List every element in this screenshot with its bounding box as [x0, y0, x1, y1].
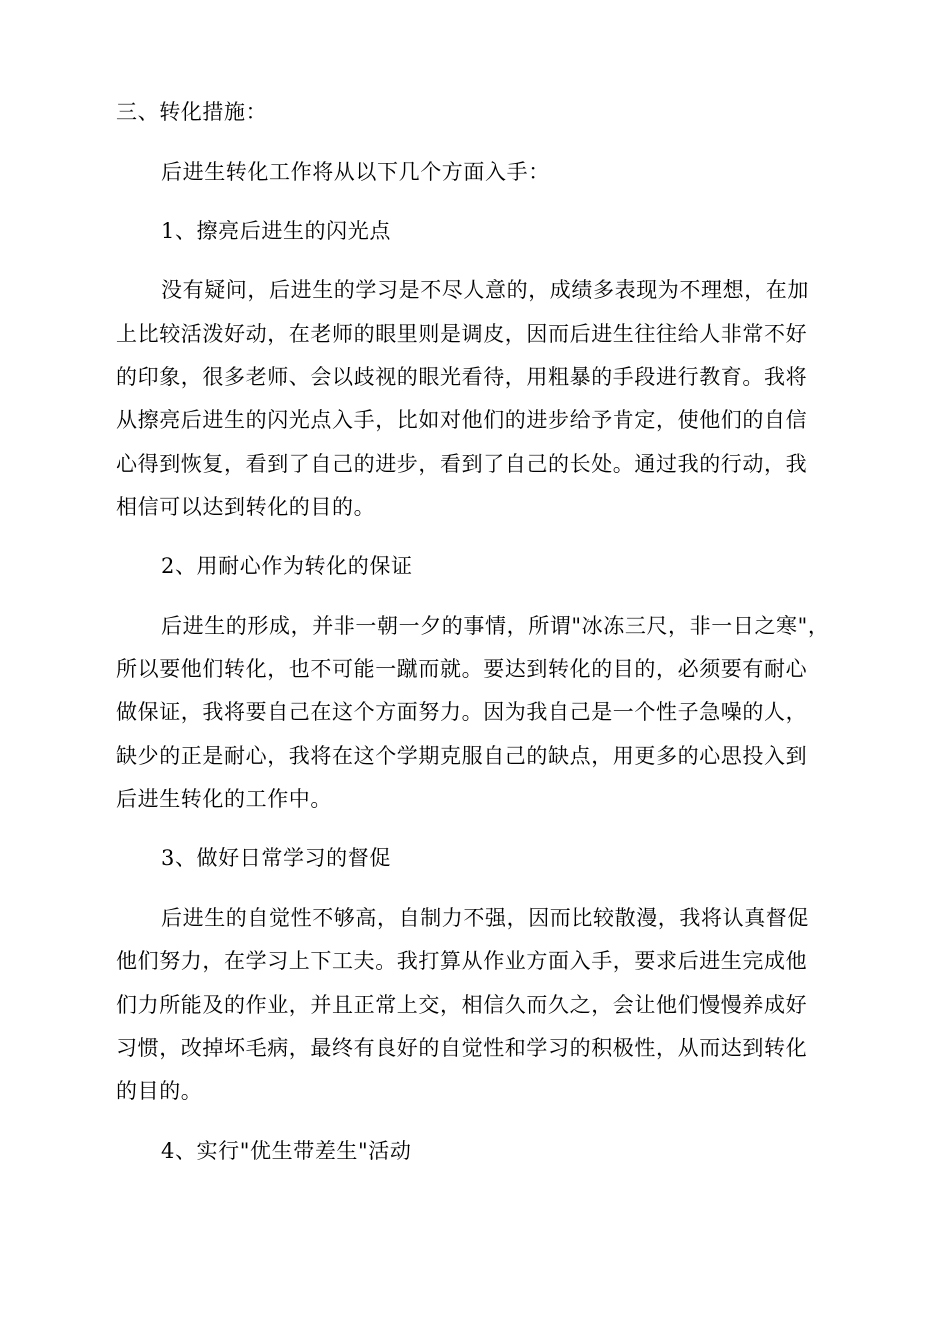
item-3-line-3: 们力所能及的作业，并且正常上交，相信久而久之，会让他们慢慢养成好	[116, 993, 808, 1017]
item-1-line-5: 心得到恢复，看到了自己的进步，看到了自己的长处。通过我的行动，我	[116, 452, 808, 476]
item-3-line-4: 习惯，改掉坏毛病，最终有良好的自觉性和学习的积极性，从而达到转化	[116, 1036, 808, 1060]
item-1-line-4: 从擦亮后进生的闪光点入手，比如对他们的进步给予肯定，使他们的自信	[116, 408, 808, 432]
item-1-heading: 1、擦亮后进生的闪光点	[161, 219, 391, 243]
intro-paragraph: 后进生转化工作将从以下几个方面入手：	[161, 160, 550, 184]
item-1-line-2: 上比较活泼好动，在老师的眼里则是调皮，因而后进生往往给人非常不好	[116, 322, 808, 346]
item-2-line-5: 后进生转化的工作中。	[116, 787, 332, 811]
item-2-heading: 2、用耐心作为转化的保证	[161, 554, 413, 578]
item-3-line-1: 后进生的自觉性不够高，自制力不强，因而比较散漫，我将认真督促	[161, 906, 809, 930]
item-3-heading: 3、做好日常学习的督促	[161, 846, 391, 870]
item-4-heading: 4、实行"优生带差生"活动	[161, 1139, 412, 1163]
item-1-line-3: 的印象，很多老师、会以歧视的眼光看待，用粗暴的手段进行教育。我将	[116, 365, 808, 389]
section-heading: 三、转化措施：	[116, 100, 268, 124]
item-2-line-2: 所以要他们转化，也不可能一蹴而就。要达到转化的目的，必须要有耐心	[116, 657, 808, 681]
item-2-line-3: 做保证，我将要自己在这个方面努力。因为我自己是一个性子急噪的人，	[116, 700, 808, 724]
item-2-line-4: 缺少的正是耐心，我将在这个学期克服自己的缺点，用更多的心思投入到	[116, 744, 808, 768]
item-1-line-1: 没有疑问，后进生的学习是不尽人意的，成绩多表现为不理想，在加	[161, 278, 809, 302]
item-3-line-5: 的目的。	[116, 1079, 203, 1103]
item-3-line-2: 他们努力，在学习上下工夫。我打算从作业方面入手，要求后进生完成他	[116, 949, 808, 973]
item-2-line-1: 后进生的形成，并非一朝一夕的事情，所谓"冰冻三尺，非一日之寒"，	[161, 614, 830, 638]
item-1-line-6: 相信可以达到转化的目的。	[116, 495, 376, 519]
